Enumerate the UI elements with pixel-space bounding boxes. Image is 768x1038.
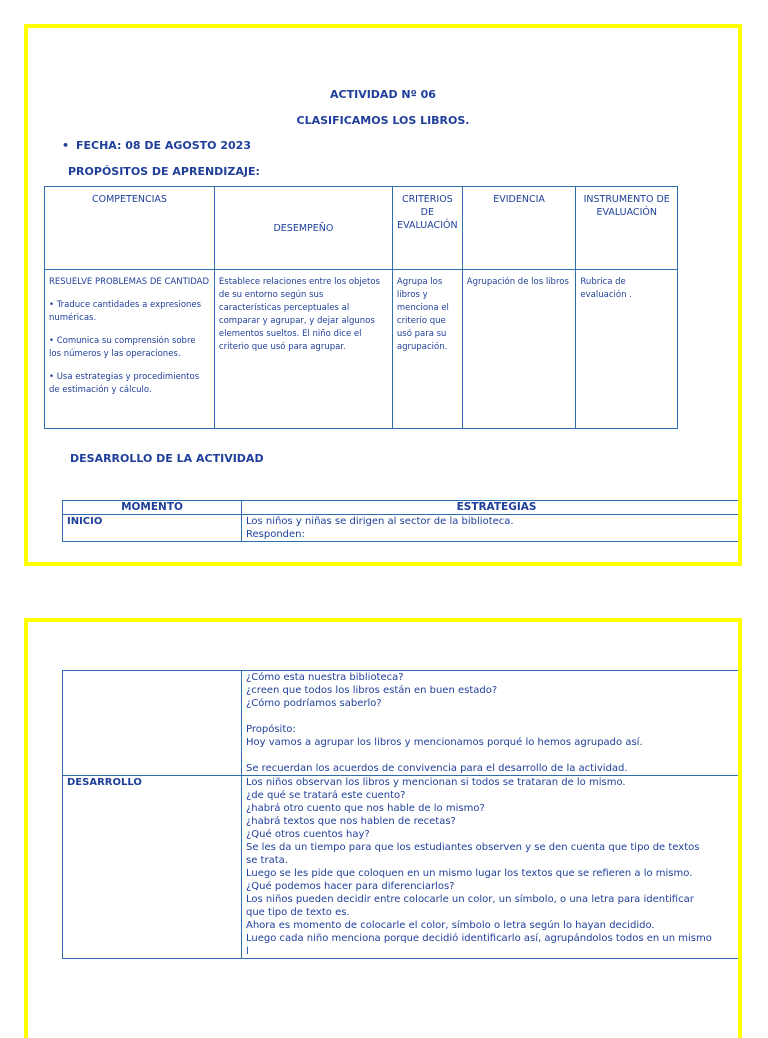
strategy-line: Los niños y niñas se dirigen al sector de la biblioteca. [246,516,514,527]
strategy-line: se trata. [246,855,288,866]
moment-inicio-empty [63,671,242,776]
purposes-table-header-row [45,187,678,270]
blank-line [246,749,742,762]
cell-desempeno: Establece relaciones entre los objetos de su entorno según sus características perceptuales al comparar y agrupar, y dejar algunos elementos sueltos. El niño dice el criterio que usó para agrupar. [214,270,392,429]
strategy-line: ¿Cómo podríamos saberlo? [246,698,382,709]
document-page-1 [24,24,742,566]
moment-inicio-label: INICIO [63,515,242,542]
strategy-line: Hoy vamos a agrupar los libros y mencionamos porqué lo hemos agrupado así. [246,737,643,748]
competencia-item: • Traduce cantidades a expresiones numéricas. [49,300,202,323]
strategy-line: ¿creen que todos los libros están en buen estado? [246,685,498,696]
competencia-item: • Usa estrategias y procedimientos de estimación y cálculo. [49,372,200,395]
document-page-2 [24,618,742,1038]
activity-date: • FECHA: 08 DE AGOSTO 2023 [76,139,251,152]
activity-development-heading: DESARROLLO DE LA ACTIVIDAD [70,452,264,465]
cell-instrumento: Rubrica de evaluación . [576,270,678,429]
strategy-line: Los niños observan los libros y mencionan si todos se trataran de lo mismo. [246,777,626,788]
learning-purposes-heading: PROPÓSITOS DE APRENDIZAJE: [68,165,260,178]
blank-line [246,710,742,723]
strategy-line: Responden: [246,529,305,540]
strategy-line: Se recuerdan los acuerdos de convivencia para el desarrollo de la actividad. [246,763,628,774]
strategy-line: Propósito: [246,724,296,735]
strategy-line: ¿habrá otro cuento que nos hable de lo mismo? [246,803,485,814]
moments-table-continued [62,670,742,959]
strategy-line: Luego se les pide que coloquen en un mismo lugar los textos que se refieren a lo mismo. [246,868,693,879]
header-evidencia: EVIDENCIA [462,187,576,270]
cell-criterios: Agrupa los libros y menciona el criterio que usó para su agrupación. [392,270,462,429]
strategy-line: ¿Qué otros cuentos hay? [246,829,370,840]
activity-subtitle: CLASIFICAMOS LOS LIBROS. [296,114,470,127]
strategy-line: ¿de qué se tratará este cuento? [246,790,406,801]
strategy-line: Luego cada niño menciona porque decidió identificarlo así, agrupándolos todos en un mismo [246,933,712,944]
header-estrategias: ESTRATEGIAS [242,501,743,515]
competencia-title: RESUELVE PROBLEMAS DE CANTIDAD [49,277,210,287]
strategy-line: Los niños pueden decidir entre colocarle un color, un símbolo, o una letra para identificar [246,894,694,905]
moments-table [62,500,742,542]
header-instrumento: INSTRUMENTO DE EVALUACIÓN [576,187,678,270]
strategy-line: Se les da un tiempo para que los estudiantes observen y se den cuenta que tipo de textos [246,842,700,853]
inicio-strategies-continued [242,671,743,776]
moments-table-header-row [63,501,743,515]
header-desempeno: DESEMPEÑO [214,187,392,270]
desarrollo-strategies [242,776,743,959]
table-row [63,515,743,542]
inicio-strategies [242,515,743,542]
purposes-table-body-row [45,270,678,429]
header-competencias: COMPETENCIAS [45,187,215,270]
purposes-table [44,186,678,429]
cell-competencias [45,270,215,429]
strategy-line: ¿Cómo esta nuestra biblioteca? [246,672,404,683]
strategy-line: Ahora es momento de colocarle el color, símbolo o letra según lo hayan decidido. [246,920,655,931]
strategy-line: l [246,946,249,957]
table-row [63,671,743,776]
activity-title: ACTIVIDAD Nº 06 [330,88,436,101]
strategy-line: ¿Qué podemos hacer para diferenciarlos? [246,881,455,892]
strategy-line: que tipo de texto es. [246,907,350,918]
strategy-line: ¿habrá textos que nos hablen de recetas? [246,816,456,827]
header-criterios: CRITERIOS DE EVALUACIÓN [392,187,462,270]
competencia-item: • Comunica su comprensión sobre los números y las operaciones. [49,336,196,359]
table-row [63,776,743,959]
moment-desarrollo-label: DESARROLLO [63,776,242,959]
cell-evidencia: Agrupación de los libros [462,270,576,429]
header-momento: MOMENTO [63,501,242,515]
